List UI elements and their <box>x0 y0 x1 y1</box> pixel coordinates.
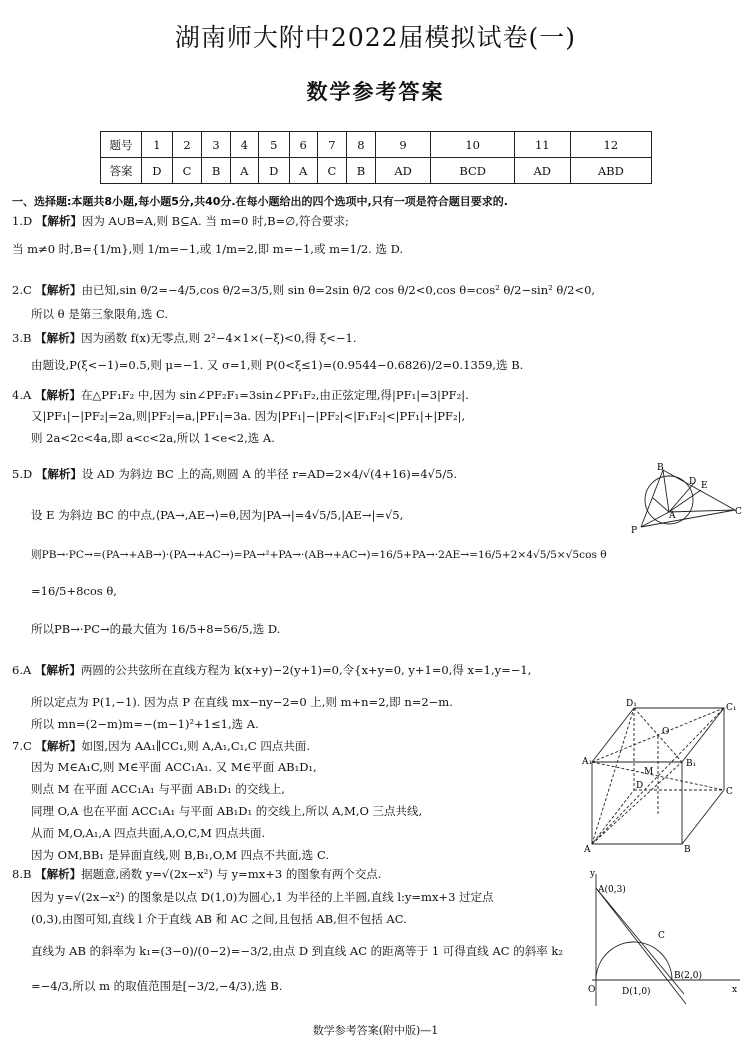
table-cell: 1 <box>142 132 173 158</box>
table-row <box>101 158 652 184</box>
solution-line: 所以 θ 是第三象限角,选 C. <box>31 307 169 321</box>
solution-line: =−4/3,所以 m 的取值范围是[−3/2,−4/3),选 B. <box>31 979 283 993</box>
solution-line: 又|PF₁|−|PF₂|=2a,则|PF₂|=a,|PF₁|=3a. 因为|PF₁|−|PF₂|<|F₁F₂|<|PF₁|+|PF₂|, <box>31 409 466 423</box>
solution-line: 因为 M∈A₁C,则 M∈平面 ACC₁A₁. 又 M∈平面 AB₁D₁, <box>31 760 317 774</box>
row-label: 答案 <box>101 158 142 184</box>
solution-line: 1.D 【解析】因为 A∪B=A,则 B⊆A. 当 m=0 时,B=∅,符合要求; <box>12 214 349 228</box>
fig-label: E <box>701 481 708 491</box>
solution-line: 3.B 【解析】因为函数 f(x)无零点,则 2²−4×1×(−ξ)<0,得 ξ<−1. <box>12 331 357 345</box>
table-cell: D <box>258 158 289 184</box>
solution-line: 由题设,P(ξ<−1)=0.5,则 μ=−1. 又 σ=1,则 P(0<ξ≤1)=(0.9544−0.6826)/2=0.1359,选 B. <box>31 358 524 372</box>
table-cell: 8 <box>347 132 375 158</box>
table-cell: A <box>230 158 258 184</box>
fig-label: B <box>657 463 664 473</box>
table-cell: 4 <box>230 132 258 158</box>
solution-line: 则点 M 在平面 ACC₁A₁ 与平面 AB₁D₁ 的交线上, <box>31 782 285 796</box>
fig-label: C <box>735 507 742 517</box>
table-cell: 10 <box>431 132 514 158</box>
page-footer: 数学参考答案(附中版)—1 <box>312 1024 439 1037</box>
solution-line: 所以定点为 P(1,−1). 因为点 P 在直线 mx−ny−2=0 上,则 m+n=2,即 n=2−m. <box>31 695 453 709</box>
solution-line: 因为 y=√(2x−x²) 的图象是以点 D(1,0)为圆心,1 为半径的上半圆,直线 l:y=mx+3 过定点 <box>31 890 494 904</box>
figure-q7 <box>582 696 742 854</box>
fig-label: A <box>669 511 676 521</box>
table-cell: 11 <box>514 132 570 158</box>
fig-label: C <box>658 931 665 941</box>
solution-line: 设 E 为斜边 BC 的中点,⟨PA→,AE→⟩=θ,因为|PA→|=4√5/5,|AE→|=√5, <box>31 508 404 522</box>
fig-label: O <box>588 985 596 995</box>
solution-line: 直线为 AB 的斜率为 k₁=(3−0)/(0−2)=−3/2,由点 D 到直线 AC 的距离等于 1 可得直线 AC 的斜率 k₂ <box>31 944 563 958</box>
table-cell: C <box>317 158 347 184</box>
table-cell: 6 <box>289 132 317 158</box>
table-cell: 2 <box>172 132 202 158</box>
solution-line: (0,3),由图可知,直线 l 介于直线 AB 和 AC 之间,且包括 AB,但不包括 AC. <box>31 912 407 926</box>
fig-label: y <box>590 869 596 879</box>
table-cell: C <box>172 158 202 184</box>
table-cell: D <box>142 158 173 184</box>
table-cell: 7 <box>317 132 347 158</box>
fig-label: C <box>726 787 733 797</box>
solution-line: 8.B 【解析】据题意,函数 y=√(2x−x²) 与 y=mx+3 的图象有两个交点. <box>12 867 382 881</box>
fig-label: A(0,3) <box>598 885 626 895</box>
table-cell: 5 <box>258 132 289 158</box>
fig-label: P <box>631 526 638 536</box>
solution-line: 所以 mn=(2−m)m=−(m−1)²+1≤1,选 A. <box>31 717 259 731</box>
table-cell: 9 <box>375 132 431 158</box>
table-row <box>101 132 652 158</box>
fig-label: B <box>684 845 691 854</box>
fig-label: D <box>636 781 644 791</box>
fig-label: B₁ <box>686 759 697 769</box>
solution-line: 5.D 【解析】设 AD 为斜边 BC 上的高,则圆 A 的半径 r=AD=2×4/√(4+16)=4√5/5. <box>12 467 458 481</box>
table-cell: AD <box>514 158 570 184</box>
fig-label: O <box>662 727 670 737</box>
table-cell: A <box>289 158 317 184</box>
page-subtitle: 数学参考答案 <box>306 80 445 104</box>
table-cell: B <box>347 158 375 184</box>
table-cell: BCD <box>431 158 514 184</box>
row-label: 题号 <box>101 132 142 158</box>
answer-table <box>100 131 652 184</box>
fig-label: C₁ <box>726 703 737 713</box>
solution-line: 7.C 【解析】如图,因为 AA₁∥CC₁,则 A,A₁,C₁,C 四点共面. <box>12 739 311 753</box>
solution-line: 当 m≠0 时,B={1/m},则 1/m=−1,或 1/m=2,即 m=−1,或 m=1/2. 选 D. <box>12 242 404 256</box>
solution-line: 6.A 【解析】两圆的公共弦所在直线方程为 k(x+y)−2(y+1)=0,令{x+y=0, y+1=0,得 x=1,y=−1, <box>12 663 532 677</box>
table-cell: 12 <box>570 132 651 158</box>
solution-line: 同理 O,A 也在平面 ACC₁A₁ 与平面 AB₁D₁ 的交线上,所以 A,M,O 三点共线, <box>31 804 423 818</box>
fig-label: D(1,0) <box>622 987 651 997</box>
solution-line: =16/5+8cos θ, <box>31 584 117 598</box>
fig-label: D₁ <box>626 699 637 709</box>
table-cell: B <box>202 158 230 184</box>
solution-line: 2.C 【解析】由已知,sin θ/2=−4/5,cos θ/2=3/5,则 sin θ=2sin θ/2 cos θ/2<0,cos θ=cos² θ/2−sin² θ/2<0, <box>12 283 596 297</box>
fig-label: x <box>732 985 738 995</box>
table-cell: AD <box>375 158 431 184</box>
fig-label: A₁ <box>582 757 593 767</box>
table-cell: 3 <box>202 132 230 158</box>
fig-label: M <box>644 767 654 777</box>
solution-line: 则 2a<2c<4a,即 a<c<2a,所以 1<e<2,选 A. <box>31 431 275 445</box>
section-heading: 一、选择题:本题共8小题,每小题5分,共40分.在每小题给出的四个选项中,只有一项是符合题目要求的. <box>12 195 508 208</box>
page-title: 湖南师大附中2022届模拟试卷(一) <box>174 23 577 52</box>
figure-q8 <box>574 868 744 1010</box>
fig-label: D <box>689 477 697 487</box>
solution-line: 则PB→·PC→=(PA→+AB→)·(PA→+AC→)=PA→²+PA→·(AB→+AC→)=16/5+PA→·2AE→=16/5+2×4√5/5×√5cos θ <box>31 549 607 561</box>
solution-line: 4.A 【解析】在△PF₁F₂ 中,因为 sin∠PF₂F₁=3sin∠PF₁F₂,由正弦定理,得|PF₁|=3|PF₂|. <box>12 388 469 402</box>
fig-label: A <box>584 845 591 854</box>
solution-line: 从而 M,O,A₁,A 四点共面,A,O,C,M 四点共面. <box>31 826 266 840</box>
figure-q5 <box>625 458 745 538</box>
solution-line: 所以PB→·PC→的最大值为 16/5+8=56/5,选 D. <box>31 622 281 636</box>
fig-label: B(2,0) <box>674 971 702 981</box>
solution-line: 因为 OM,BB₁ 是异面直线,则 B,B₁,O,M 四点不共面,选 C. <box>31 848 330 862</box>
table-cell: ABD <box>570 158 651 184</box>
